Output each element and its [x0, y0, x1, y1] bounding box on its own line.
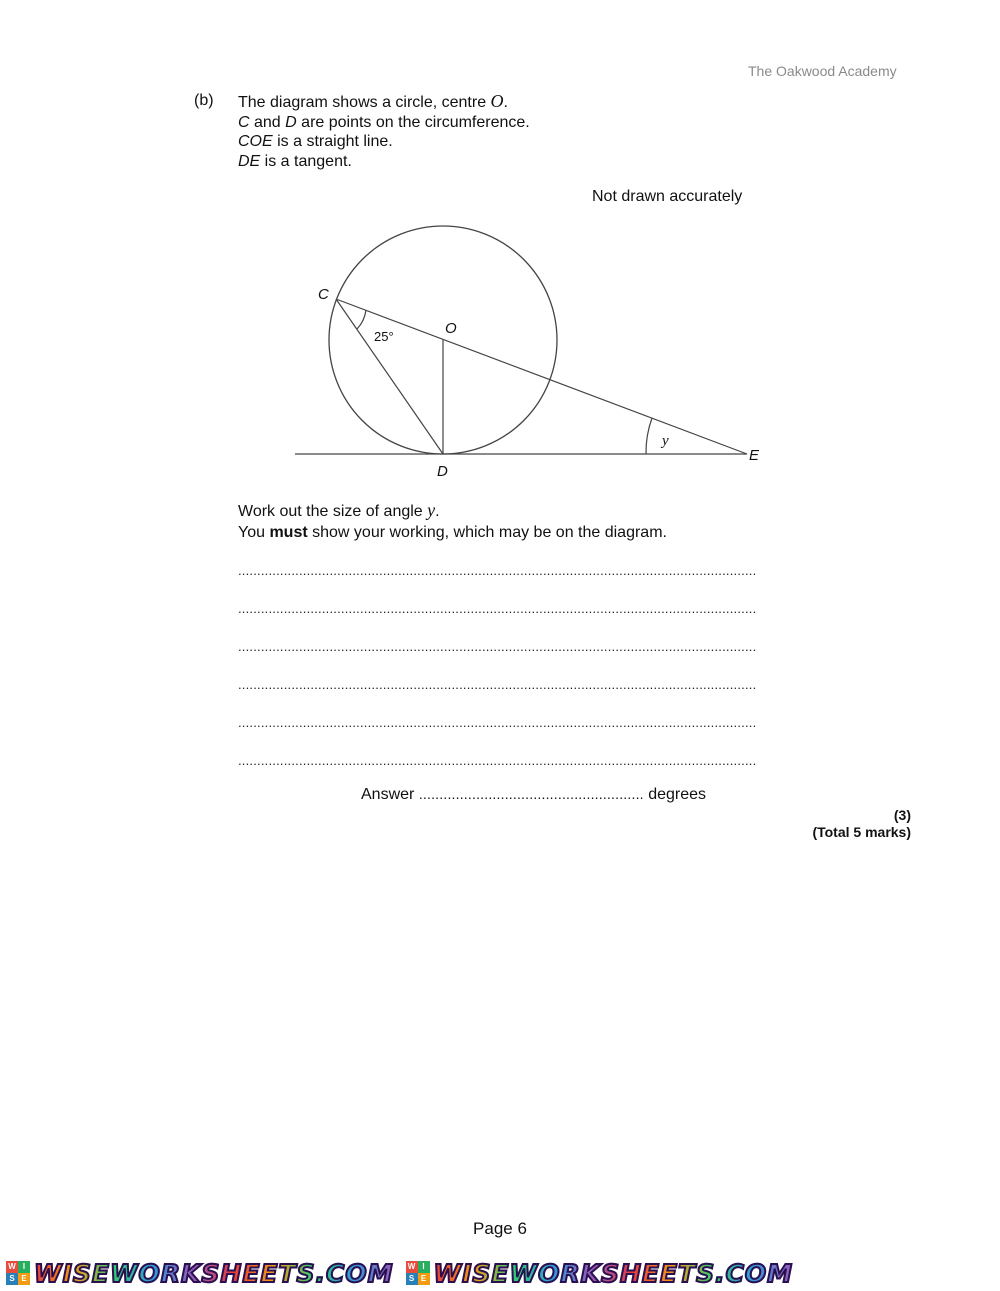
page-number: Page 6 — [473, 1219, 527, 1238]
wise-logo-icon: W I S E — [406, 1261, 430, 1285]
intro-line-1: The diagram shows a circle, centre O. — [238, 91, 508, 111]
angle-y-label: y — [662, 433, 669, 449]
brand-block — [406, 1259, 794, 1288]
label-o: O — [445, 320, 457, 337]
marks — [812, 807, 911, 841]
intro-line-4: DE is a tangent. — [238, 152, 352, 170]
intro-line-2: C and D are points on the circumference. — [238, 113, 530, 131]
label-c: C — [318, 286, 329, 303]
instructions — [238, 500, 667, 543]
instruction-line-1: Work out the size of angle y. — [238, 500, 440, 520]
total-marks: (Total 5 marks) — [812, 824, 911, 840]
question-intro — [238, 92, 530, 171]
not-drawn-accurately-note: Not drawn accurately — [592, 188, 743, 205]
answer-unit: degrees — [648, 786, 707, 803]
working-line[interactable]: ........................................................................................................................................ — [238, 566, 757, 576]
instruction-line-2: You must show your working, which may be on the diagram. — [238, 524, 667, 541]
school-name: The Oakwood Academy — [748, 63, 897, 79]
label-e: E — [749, 447, 760, 464]
part-marks: (3) — [893, 807, 911, 823]
angle-c-label: 25° — [374, 329, 394, 344]
answer-row — [361, 786, 706, 804]
footer-banner — [0, 1255, 1000, 1291]
wise-logo-icon: W I S E — [6, 1261, 30, 1285]
question-part-label: (b) — [194, 92, 214, 109]
brand-text: WISEWORKSHEETS.COM — [433, 1258, 794, 1288]
circle-tangent-diagram — [285, 210, 775, 485]
brand-text: WISEWORKSHEETS.COM — [34, 1258, 394, 1288]
working-line[interactable]: ........................................................................................................................................ — [238, 680, 757, 690]
angle-arc-c — [357, 310, 366, 329]
label-d: D — [437, 463, 448, 480]
answer-blank[interactable]: ....................................................... — [418, 786, 644, 802]
working-line[interactable]: ........................................................................................................................................ — [238, 642, 757, 652]
working-line[interactable]: ........................................................................................................................................ — [238, 756, 757, 766]
working-line[interactable]: ........................................................................................................................................ — [238, 604, 757, 614]
answer-label: Answer — [361, 786, 415, 803]
brand-block — [6, 1259, 394, 1288]
intro-line-3: COE is a straight line. — [238, 133, 393, 150]
working-line[interactable]: ........................................................................................................................................ — [238, 718, 757, 728]
line-coe — [336, 299, 747, 454]
angle-arc-e — [646, 418, 652, 454]
chord-cd — [336, 299, 443, 454]
